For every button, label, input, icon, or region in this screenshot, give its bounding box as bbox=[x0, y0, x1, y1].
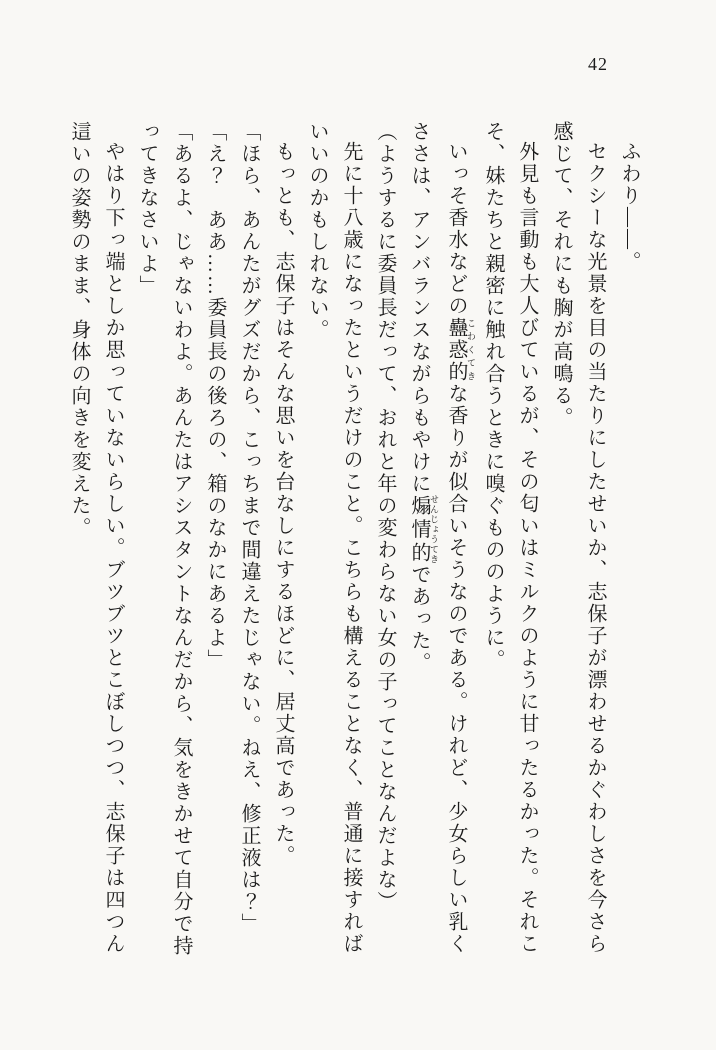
text-line: ふわり――。 bbox=[618, 141, 640, 273]
text-line: 「あるよ、じゃないわよ。あんたはアシスタントなんだから、気をきかせて自分で持 bbox=[170, 121, 192, 957]
text-line: 外見も言動も大人びているが、その匂いはミルクのように甘ったるかった。それこ bbox=[516, 141, 538, 955]
text-line: セクシーな光景を目の当たりにしたせいか、志保子が漂わせるかぐわしさを今さら bbox=[584, 141, 606, 955]
page-number: 42 bbox=[588, 54, 608, 74]
text-line: もっとも、志保子はそんな思いを台なしにするほどに、居丈高であった。 bbox=[272, 141, 294, 867]
ruby-annotated-word: 煽情的 せんじょうてき bbox=[408, 494, 439, 565]
text-line: （ようするに委員長だって、おれと年の変わらない女の子ってことなんだよな） bbox=[374, 121, 396, 913]
text-line: 「ほら、あんたがグズだから、こっちまで間違えたじゃない。ねえ、修正液は？」 bbox=[238, 121, 260, 935]
text-line: いいのかもしれない。 bbox=[306, 121, 328, 341]
text-line: そ、妹たちと親密に触れ合うときに嗅ぐもののように。 bbox=[482, 121, 504, 671]
text-line: 「え？ ああ……委員長の後ろの、箱のなかにあるよ」 bbox=[204, 121, 226, 671]
ruby-annotated-word: 蠱惑的 こわくてき bbox=[445, 317, 476, 383]
text-line: やはり下っ端としか思っていないらしい。ブツブツとこぼしつつ、志保子は四つん bbox=[102, 141, 124, 955]
text-line: いっそ香水などの蠱惑的 こわくてきな香りが似合いそうなのである。けれど、少女らしい乳く bbox=[445, 141, 476, 955]
text-line: ささは、アンバランスながらもやけに煽情的 せんじょうてきであった。 bbox=[408, 121, 439, 674]
text-line: 這いの姿勢のまま、身体の向きを変えた。 bbox=[68, 121, 90, 539]
text-line: 先に十八歳になったというだけのこと。こちらも構えることなく、普通に接すれば bbox=[340, 141, 362, 955]
vertical-text-body bbox=[66, 121, 646, 1026]
text-line: ってきなさいよ」 bbox=[136, 121, 158, 297]
text-line: 感じて、それにも胸が高鳴る。 bbox=[550, 121, 572, 429]
